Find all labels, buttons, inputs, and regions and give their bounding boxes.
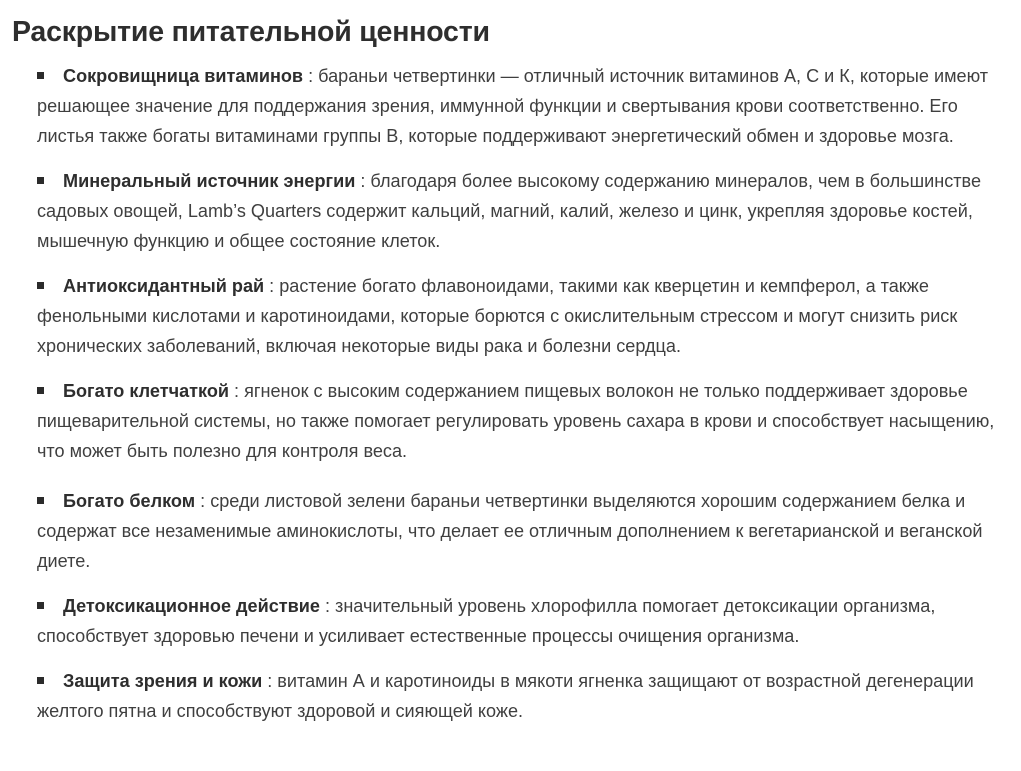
item-text: : витамин А и каротиноиды в мякоти ягненка защищают от возрастной дегенерации желтого пятна и способствуют здоровой и сияющей коже. xyxy=(37,671,974,721)
item-text: : среди листовой зелени бараньи четвертинки выделяются хорошим содержанием белка и содержат все незаменимые аминокислоты, что делает ее отличным дополнением к вегетарианской и веганской диете. xyxy=(37,491,983,571)
square-bullet-icon xyxy=(37,177,44,184)
section-heading: Раскрытие питательной ценности xyxy=(12,16,490,48)
item-term: Сокровищница витаминов xyxy=(63,66,304,86)
square-bullet-icon xyxy=(37,72,44,79)
item-term: Богато клетчаткой xyxy=(63,381,229,401)
square-bullet-icon xyxy=(37,602,44,609)
square-bullet-icon xyxy=(37,387,44,394)
square-bullet-icon xyxy=(37,497,44,504)
item-term: Минеральный источник энергии xyxy=(63,171,356,191)
square-bullet-icon xyxy=(37,677,44,684)
item-term: Богато белком xyxy=(63,491,196,511)
list-item-detox xyxy=(37,591,1017,651)
item-text: : значительный уровень хлорофилла помогает детоксикации организма, способствует здоровью печени и усиливает естественные процессы очищения организма. xyxy=(37,596,936,646)
item-text: : ягненок с высоким содержанием пищевых волокон не только поддерживает здоровье пищеварительной системы, но также помогает регулировать уровень сахара в крови и способствует насыщению, что может быть полезно для контроля веса. xyxy=(37,381,995,461)
list-item-vision-skin xyxy=(37,666,1017,726)
item-text: : бараньи четвертинки — отличный источник витаминов А, С и К, которые имеют решающее значение для поддержания зрения, иммунной функции и свертывания крови соответственно. Его листья также богаты витаминами группы В, которые поддерживают энергетический обмен и здоровье мозга. xyxy=(37,66,989,146)
list-item-antioxidants xyxy=(37,271,1017,361)
list-item-protein xyxy=(37,486,1017,576)
item-term: Детоксикационное действие xyxy=(63,596,320,616)
item-term: Защита зрения и кожи xyxy=(63,671,263,691)
list-item-vitamins xyxy=(37,61,1017,151)
list-item-fiber xyxy=(37,376,1017,466)
list-item-minerals xyxy=(37,166,1017,256)
item-term: Антиоксидантный рай xyxy=(63,276,265,296)
square-bullet-icon xyxy=(37,282,44,289)
nutrition-list xyxy=(37,61,1017,726)
item-text: : благодаря более высокому содержанию минералов, чем в большинстве садовых овощей, Lamb’s Quarters содержит кальций, магний, калий, железо и цинк, укрепляя здоровье костей, мышечную функцию и общее состояние клеток. xyxy=(37,171,982,251)
item-text: : растение богато флавоноидами, такими как кверцетин и кемпферол, а также фенольными кислотами и каротиноидами, которые борются с окислительным стрессом и могут снизить риск хронических заболеваний, включая некоторые виды рака и болезни сердца. xyxy=(37,276,958,356)
